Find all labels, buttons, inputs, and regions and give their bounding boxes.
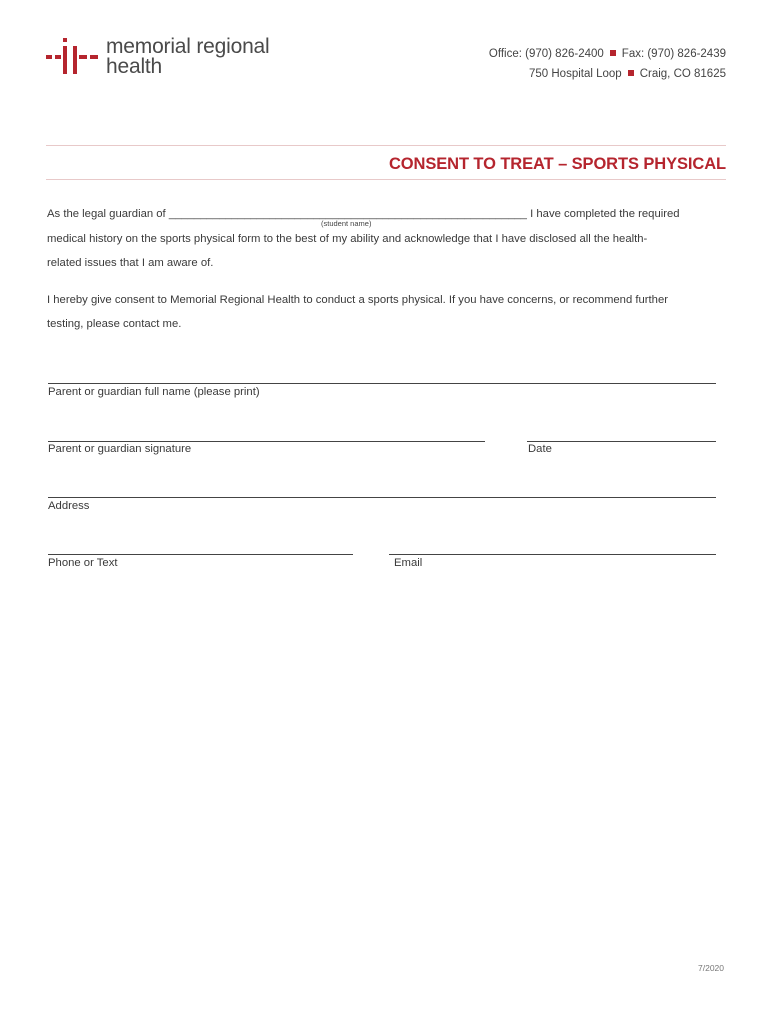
bullet-square-icon bbox=[610, 50, 616, 56]
contact-info bbox=[489, 44, 726, 84]
email-label: Email bbox=[394, 557, 423, 569]
address-field[interactable] bbox=[48, 497, 716, 498]
office-phone: Office: (970) 826-2400 bbox=[488, 48, 604, 60]
divider-bottom bbox=[46, 179, 726, 180]
consent-paragraph-2-line2: testing, please contact me. bbox=[47, 318, 182, 330]
street-address: 750 Hospital Loop bbox=[528, 68, 622, 80]
logo-icon bbox=[46, 34, 98, 76]
phone-field[interactable] bbox=[48, 554, 353, 555]
bullet-square-icon bbox=[628, 70, 634, 76]
consent-paragraph-1-line3: related issues that I am aware of. bbox=[47, 257, 214, 269]
signature-field[interactable] bbox=[48, 441, 485, 442]
city-state-zip: Craig, CO 81625 bbox=[639, 68, 726, 80]
fax-number: Fax: (970) 826-2439 bbox=[621, 48, 726, 60]
full-name-label: Parent or guardian full name (please print) bbox=[48, 386, 260, 398]
address-label: Address bbox=[48, 500, 90, 512]
consent-paragraph-1: As the legal guardian of _________________________________________________________ I have completed the required bbox=[47, 208, 680, 220]
logo-wordmark: memorial regional health bbox=[106, 35, 270, 78]
email-field[interactable] bbox=[389, 554, 716, 555]
signature-label: Parent or guardian signature bbox=[48, 443, 192, 455]
student-name-label: (student name) bbox=[321, 219, 372, 228]
revision-date: 7/2020 bbox=[698, 963, 724, 973]
phone-label: Phone or Text bbox=[48, 557, 118, 569]
consent-paragraph-2: I hereby give consent to Memorial Regional Health to conduct a sports physical. If you have concerns, or recommend further bbox=[47, 294, 669, 306]
divider-top bbox=[46, 145, 726, 146]
date-field[interactable] bbox=[527, 441, 716, 442]
date-label: Date bbox=[528, 443, 552, 455]
full-name-field[interactable] bbox=[48, 383, 716, 384]
page-title: CONSENT TO TREAT – SPORTS PHYSICAL bbox=[388, 155, 726, 173]
consent-paragraph-1-line2: medical history on the sports physical form to the best of my ability and acknowledge that I have disclosed all the health- bbox=[47, 233, 648, 245]
student-name-field[interactable]: _________________________________________________________ bbox=[168, 208, 527, 220]
